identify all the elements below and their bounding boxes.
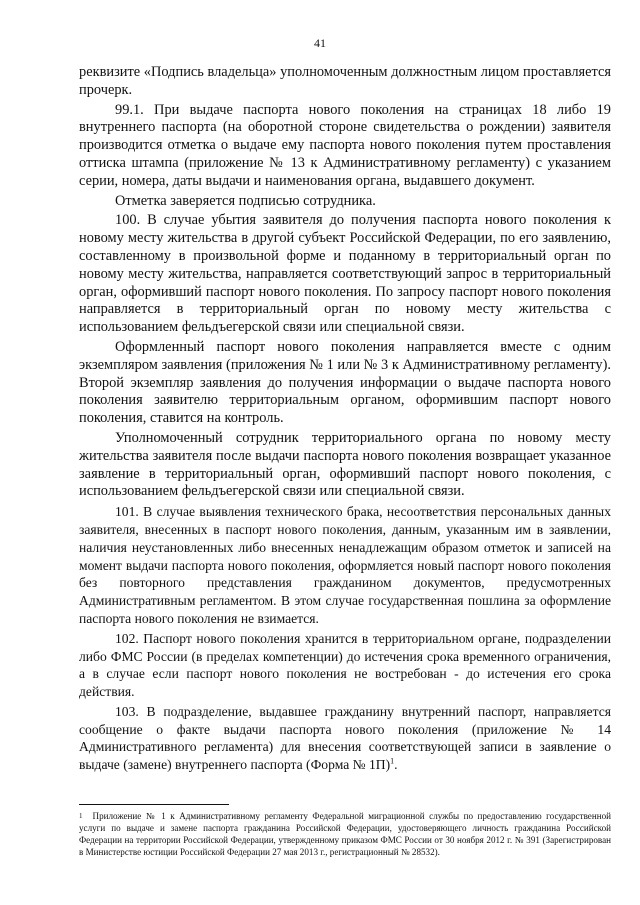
paragraph-103-text: 103. В подразделение, выдавшее гражданину внутренний паспорт, направляется сообщение о факте выдачи паспорта нового поколения (приложение № 14 Административного регламента) для внесения соответствующей записи в заявление о выдаче (замене) внутреннего паспорта (Форма № 1П) xyxy=(79,703,611,773)
footnote-marker: 1 xyxy=(79,812,83,820)
paragraph-99-1: 99.1. При выдаче паспорта нового поколения на страницах 18 либо 19 внутреннего паспорта (на оборотной стороне свидетельства о рождении) заявителя производится отметка о выдаче ему паспорта нового поколения путем проставления оттиска штампа (приложение № 13 к Административному регламенту) с указанием серии, номера, даты выдачи и наименования органа, выдавшего документ. xyxy=(79,101,611,189)
footnote xyxy=(79,810,611,858)
paragraph-103: 103. В подразделение, выдавшее гражданину внутренний паспорт, направляется сообщение о факте выдачи паспорта нового поколения (приложение № 14 Административного регламента) для внесения соответствующей записи в заявление о выдаче (замене) внутреннего паспорта (Форма № 1П)$^1$. xyxy=(79,703,611,773)
paragraph-continuation: реквизите «Подпись владельца» уполномоченным должностным лицом проставляется прочерк. xyxy=(79,64,611,98)
paragraphs-101-103 xyxy=(79,503,611,774)
body-text xyxy=(79,64,611,774)
footnote-divider xyxy=(79,804,229,805)
footnote-reference[interactable]: 1 xyxy=(390,756,395,766)
paragraph-101: 101. В случае выявления технического брака, несоответствия персональных данных заявителя, внесенных в паспорт нового поколения, данным, указанным им в заявлении, наличия неустановленных либо внесенных ненадлежащим образом отметок и записей на момент выдачи паспорта нового поколения, оформляется новый паспорт нового поколения без повторного представления гражданином документов, предусмотренных Административным регламентом. В этом случае государственная пошлина за оформление паспорта нового поколения не взимается. xyxy=(79,504,611,626)
paragraph-102: 102. Паспорт нового поколения хранится в территориальном органе, подразделении либо ФМС России (в пределах компетенции) до истечения срока временного ограничения, а в случае если паспорт нового поколения не востребован - до истечения его срока действия. xyxy=(79,630,611,700)
paragraph-signature-note: Отметка заверяется подписью сотрудника. xyxy=(115,192,376,209)
paragraph-100: 100. В случае убытия заявителя до получения паспорта нового поколения к новому месту жительства в другой субъект Российской Федерации, по его заявлению, составленному в произвольной форме и поданному в территориальный орган по новому месту жительства, направляется соответствующий запрос в территориальный орган, оформивший паспорт нового поколения. По запросу паспорт нового поколения направляется в территориальный орган по новому месту жительства с использованием фельдъегерской связи или специальной связи. xyxy=(79,212,611,336)
footnote-text: Приложение № 1 к Административному регламенту Федеральной миграционной службы по предоставлению государственной услуги по выдаче и замене паспорта гражданина Российской Федерации, удостоверяющего личность гражданина Российской Федерации на территории Российской Федерации, утвержденному приказом ФМС России от 30 ноября 2012 г. № 391 (Зарегистрирован в Министерстве юстиции Российской Федерации 27 мая 2013 г., регистрационный № 28532). xyxy=(79,811,611,858)
page-number: 41 xyxy=(314,36,326,50)
paragraph-forwarding: Оформленный паспорт нового поколения направляется вместе с одним экземпляром заявления (приложения № 1 или № 3 к Административному регламенту). Второй экземпляр заявления до получения информации о выдаче паспорта нового поколения заявителю территориальным органом, оформившим паспорт нового поколения, ставится на контроль. xyxy=(79,338,611,427)
paragraph-return-application: Уполномоченный сотрудник территориального органа по новому месту жительства заявителя после выдачи паспорта нового поколения возвращает указанное заявление в территориальный орган, оформивший паспорт нового поколения, с использованием фельдъегерской связи или специальной связи. xyxy=(79,429,611,500)
